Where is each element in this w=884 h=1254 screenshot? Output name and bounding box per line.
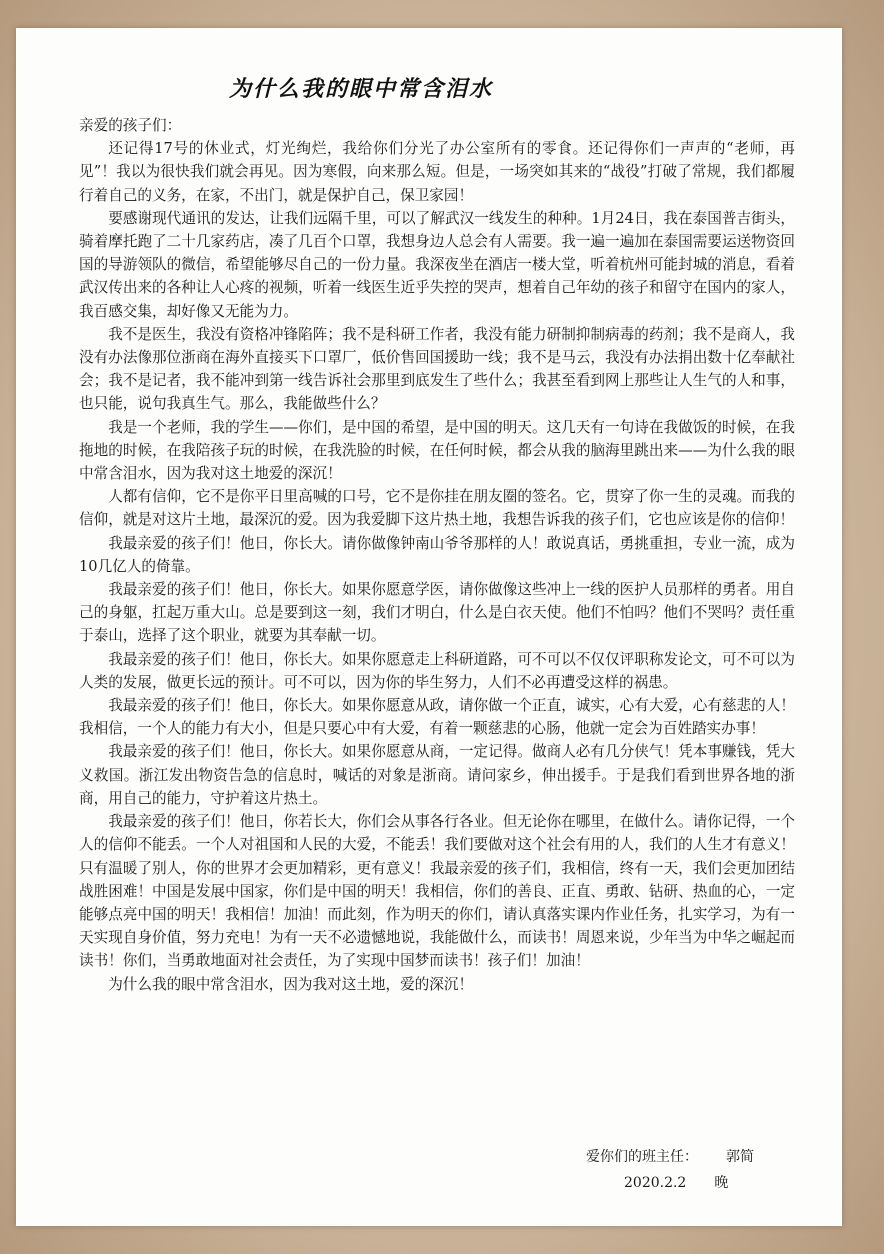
- signature-label: 爱你们的班主任：: [586, 1149, 698, 1165]
- signature-date-line: [624, 1172, 728, 1192]
- letter-paragraph: 我最亲爱的孩子们！他日，你长大。如果你愿意走上科研道路，可不可以不仅仅评职称发论文，可不可以为人类的发展，做更长远的预计。可不可以，因为你的毕生努力，人们不必再遭受这样的祸患。: [79, 650, 795, 691]
- letter-paragraph: 要感谢现代通讯的发达，让我们远隔千里，可以了解武汉一线发生的种种。1月24日，我在泰国普吉街头，骑着摩托跑了二十几家药店，凑了几百个口罩，我想身边人总会有人需要。我一遍一遍加在泰国需要运送物资回国的导游领队的微信，希望能够尽自己的一份力量。我深夜坐在酒店一楼大堂，听着杭州可能封城的消息，看着武汉传出来的各种让人心疼的视频，听着一线医生近乎失控的哭声，想着自己年幼的孩子和留守在国内的家人，我百感交集，却好像又无能为力。: [79, 209, 795, 320]
- letter-paragraph: 还记得17号的休业式，灯光绚烂，我给你们分光了办公室所有的零食。还记得你们一声声的“老师，再见”！我以为很快我们就会再见。因为寒假，向来那么短。但是，一场突如其来的“战役”打破了常规，我们都履行着自己的义务，在家，不出门，就是保护自己，保卫家园！: [79, 140, 795, 204]
- letter-paragraph: 我最亲爱的孩子们！他日，你长大。如果你愿意学医，请你做像这些冲上一线的医护人员那样的勇者。用自己的身躯，扛起万重大山。总是要到这一刻，我们才明白，什么是白衣天使。他们不怕吗？他们不哭吗？责任重于泰山，选择了这个职业，就要为其奉献一切。: [79, 581, 795, 645]
- letter-paragraph: 我最亲爱的孩子们！他日，你长大。如果你愿意从商，一定记得。做商人必有几分侠气！凭本事赚钱，凭大义救国。浙江发出物资告急的信息时，喊话的对象是浙商。请问家乡，伸出援手。于是我们看到世界各地的浙商，用自己的能力，守护着这片热土。: [79, 743, 795, 807]
- letter-title: 为什么我的眼中常含泪水: [228, 76, 493, 102]
- letter-paragraph: 人都有信仰，它不是你平日里高喊的口号，它不是你挂在朋友圈的签名。它，贯穿了你一生的灵魂。而我的信仰，就是对这片土地，最深沉的爱。因为我爱脚下这片热土地，我想告诉我的孩子们，它也应该是你的信仰！: [79, 488, 795, 529]
- letter-greeting: 亲爱的孩子们：: [79, 117, 182, 134]
- letter-paragraph: 我是一个老师，我的学生——你们，是中国的希望，是中国的明天。这几天有一句诗在我做饭的时候，在我拖地的时候，在我陪孩子玩的时候，在我洗脸的时候，在任何时候，都会从我的脑海里跳出来——为什么我的眼中常含泪水，因为我对这土地爱的深沉！: [79, 418, 795, 483]
- letter-paragraph: 我最亲爱的孩子们！他日，你若长大，你们会从事各行各业。但无论你在哪里，在做什么。请你记得，一个人的信仰不能丢。一个人对祖国和人民的大爱，不能丢！我们要做对这个社会有用的人，我们的人生才有意义！只有温暖了别人，你的世界才会更加精彩，更有意义！我最亲爱的孩子们，我相信，终有一天，我们会更加团结战胜困难！中国是发展中国家，你们是中国的明天！我相信，你们的善良、正直、勇敢、钻研、热血的心，一定能够点亮中国的明天！我相信！加油！而此刻，作为明天的你们，请认真落实课内作业任务，扎实学习，为有一天实现自身价值，努力充电！为有一天不必遗憾地说，我能做什么，而读书！周恩来说，少年当为中华之崛起而读书！你们，当勇敢地面对社会责任，为了实现中国梦而读书！孩子们！加油！: [79, 813, 795, 970]
- signature-line: [586, 1146, 754, 1166]
- letter-paragraph: 我不是医生，我没有资格冲锋陷阵；我不是科研工作者，我没有能力研制抑制病毒的药剂；我不是商人，我没有办法像那位浙商在海外直接买下口罩厂，低价售回国援助一线；我不是马云，我没有办法捐出数十亿奉献社会；我不是记者，我不能冲到第一线告诉社会那里到底发生了些什么；我甚至看到网上那些让人生气的人和事，也只能，说句我真生气。那么，我能做些什么？: [79, 325, 795, 413]
- letter-paragraph: 为什么我的眼中常含泪水，因为我对这土地，爱的深沉！: [108, 975, 474, 993]
- letter-paragraph: 我最亲爱的孩子们！他日，你长大。如果你愿意从政，请你做一个正直，诚实，心有大爱，心有慈悲的人！我相信，一个人的能力有大小，但是只要心中有大爱，有着一颗慈悲的心肠，他就一定会为百姓踏实办事！: [79, 697, 795, 738]
- letter-paragraph: 我最亲爱的孩子们！他日，你长大。请你做像钟南山爷爷那样的人！敢说真话，勇挑重担，专业一流，成为10几亿人的倚靠。: [79, 534, 795, 575]
- letter-body: [79, 114, 795, 996]
- signature-time: 晚: [714, 1175, 729, 1191]
- letter-paper: [16, 28, 842, 1226]
- signature-name: 郭简: [726, 1149, 754, 1165]
- signature-date: 2020.2.2: [624, 1175, 687, 1191]
